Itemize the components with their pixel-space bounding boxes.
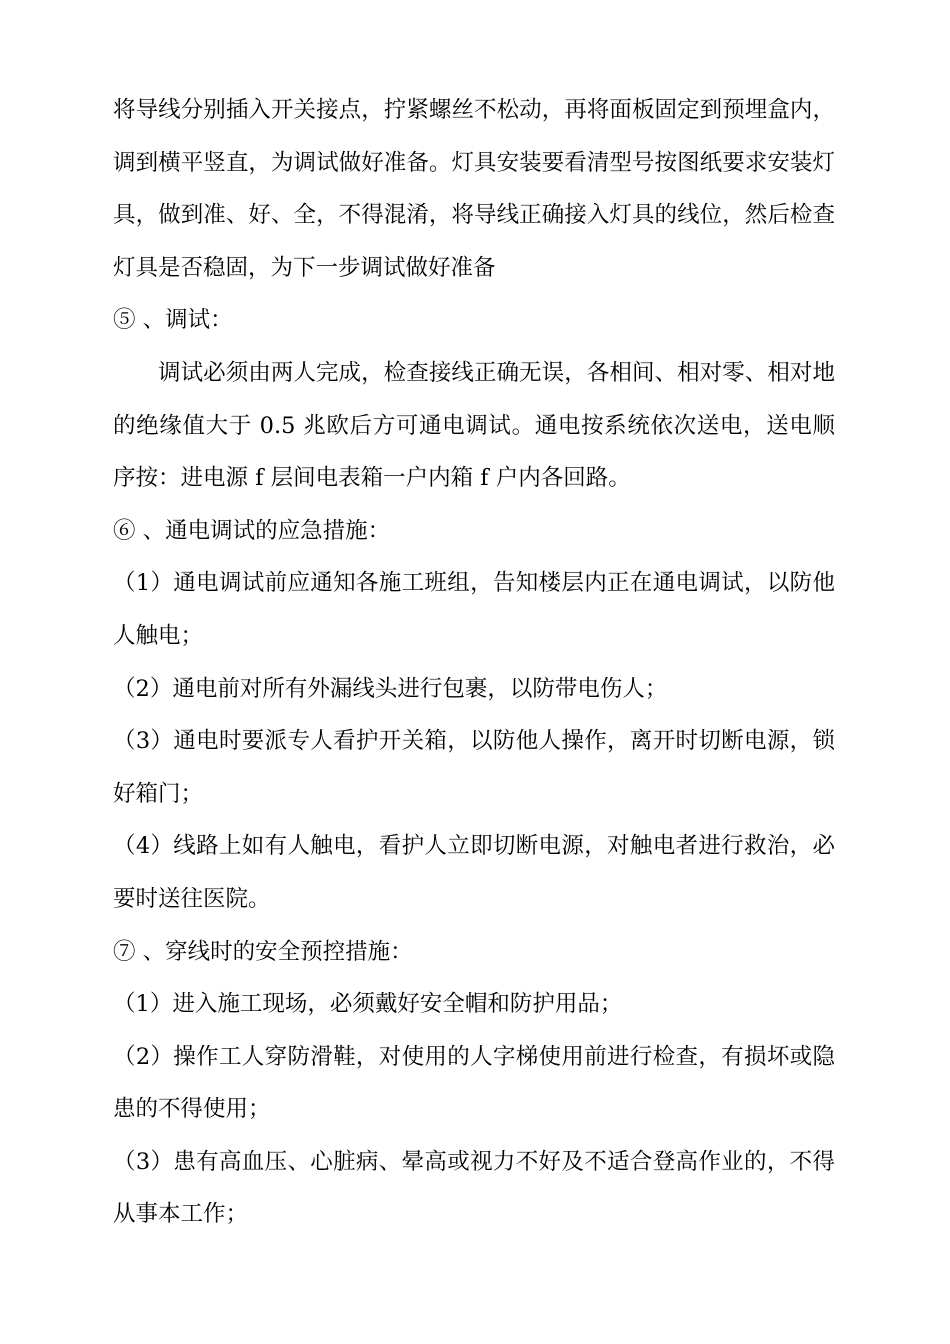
list-item-emergency-1: （1）通电调试前应通知各施工班组，告知楼层内正在通电调试，以防他人触电； xyxy=(113,570,835,649)
paragraph-debugging: 调试必须由两人完成，检查接线正确无误，各相间、相对零、相对地的绝缘值大于 0.5 兆欧后方可通电调试。通电按系统依次送电，送电顺序按：进电源 f 层间电表箱一户内箱 f 户内各回路。 xyxy=(113,359,835,492)
list-item-emergency-4: （4）线路上如有人触电，看护人立即切断电源，对触电者进行救治，必要时送往医院。 xyxy=(113,833,835,912)
list-item-safety-2: （2）操作工人穿防滑鞋，对使用的人字梯使用前进行检查，有损坏或隐患的不得使用； xyxy=(113,1043,835,1123)
list-item-safety-1: （1）进入施工现场，必须戴好安全帽和防护用品； xyxy=(113,991,623,1018)
list-item-safety-3: （3）患有高血压、心脏病、晕高或视力不好及不适合登高作业的，不得从事本工作； xyxy=(113,1148,835,1228)
document-body xyxy=(113,84,835,1241)
heading-debugging: ⑤ 、调试： xyxy=(113,307,233,334)
heading-wiring-safety: ⑦ 、穿线时的安全预控措施： xyxy=(113,938,413,965)
paragraph-fixture-installation: 将导线分别插入开关接点，拧紧螺丝不松动，再将面板固定到预埋盒内，调到横平竖直，为调试做好准备。灯具安装要看清型号按图纸要求安装灯具，做到准、好、全，不得混淆，将导线正确接入灯具的线位，然后检查灯具是否稳固，为下一步调试做好准备 xyxy=(113,97,835,281)
list-item-emergency-3: （3）通电时要派专人看护开关箱，以防他人操作，离开时切断电源，锁好箱门； xyxy=(113,728,835,807)
list-item-emergency-2: （2）通电前对所有外漏线头进行包裹，以防带电伤人； xyxy=(113,675,668,702)
heading-emergency-measures: ⑥ 、通电调试的应急措施： xyxy=(113,517,391,544)
